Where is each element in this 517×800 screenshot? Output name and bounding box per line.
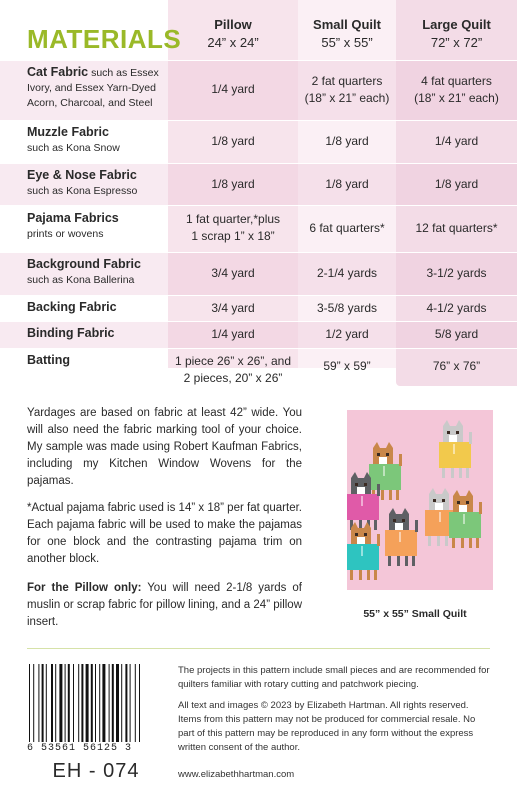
cat-eye [364,483,367,486]
cat-muzzle [379,457,387,464]
pillow-note-text: You will need 2-1/8 yards of muslin or scrap fabric for pillow lining, and a 24” pillow insert. [27,582,302,628]
material-row-muzzle-fabric [0,120,517,163]
material-name: Batting [27,353,71,367]
cat-leg [389,490,392,500]
cat-leg [476,538,479,548]
materials-title: MATERIALS [27,24,182,54]
column-size: 55” x 55” [321,35,373,50]
large-quilt-amount [396,358,517,375]
material-label [27,326,167,342]
amount-line: 1/8 yard [211,177,255,191]
pajama-trim [399,532,401,542]
barcode-bar [130,664,131,742]
amount-line: 5/8 yard [434,327,479,341]
cat-eye [386,453,389,456]
cat-leg [428,536,431,546]
quilt-caption: 55” x 55” Small Quilt [363,608,467,620]
pillow-amount [168,326,298,343]
quilt-photo [347,410,493,590]
amount-line: 1 fat quarter,*plus [185,212,281,226]
material-name: Background Fabric [27,257,141,271]
material-name: Muzzle Fabric [27,125,109,139]
pillow-amount [168,81,298,98]
cat-eye [393,519,396,522]
cat-eye [402,519,405,522]
cat-eye [447,431,450,434]
material-row-eye-nose-fabric [0,163,517,205]
barcode-image [27,664,165,742]
column-size: 24” x 24” [207,35,259,50]
product-code: EH - 074 [52,760,140,782]
material-desc: such as Kona Ballerina [27,274,135,286]
material-label [27,65,167,111]
material-label [27,168,167,199]
small-quilt-amount [298,220,396,237]
column-name: Pillow [214,17,252,32]
website-link[interactable]: www.elizabethhartman.com [178,769,295,780]
cat-leg [452,538,455,548]
skill-level-note: The projects in this pattern include small pieces and are recommended for quilters familiar with rotary cutting and patchwork piecing. [178,665,490,690]
material-desc: such as Kona Snow [27,142,120,154]
amount-line: 3/4 yard [211,301,255,315]
material-name: Pajama Fabrics [27,211,119,225]
cat-leg [469,538,472,548]
amount-line: 2 fat quarters [311,74,383,88]
column-header-large-quilt [396,16,517,52]
column-header-small-quilt [298,16,396,52]
barcode-bar [95,664,96,742]
cat-leg [374,520,377,530]
column-header-pillow [168,16,298,52]
cat-eye [457,501,460,504]
amount-line: (18” x 21” each) [414,91,499,105]
column-size: 72” x 72” [430,35,483,50]
pillow-note [27,580,302,631]
cat-tail [469,432,472,444]
footer-divider [27,648,490,649]
cat-eye [355,533,358,536]
barcode-bar [109,664,110,742]
cat-eye [456,431,459,434]
amount-line: 59” x 59” [323,359,371,373]
cat-leg [405,556,408,566]
large-quilt-amount [396,220,517,237]
cat-eye [355,483,358,486]
amount-line: 3/4 yard [211,266,255,280]
cat-muzzle [435,503,443,510]
column-name: Large Quilt [422,17,491,32]
amount-line: 1/4 yard [211,327,255,341]
cat-leg [459,468,462,478]
cat-muzzle [357,487,365,494]
amount-line: 1/4 yard [434,134,479,148]
cat-eye [433,499,436,502]
material-desc: such as Kona Espresso [27,185,138,197]
amount-line: 1 scrap 1” x 18” [191,229,275,243]
amount-line: 3-1/2 yards [426,266,487,280]
large-quilt-amount [396,73,517,107]
fat-quarter-note: *Actual pajama fabric used is 14” x 18” per fat quarter. Each pajama fabric will be used to make the pajamas for one block and the contrasting pajama trim on another block. [27,502,302,565]
material-row-binding-fabric [0,321,517,348]
small-quilt-amount [298,326,396,343]
amount-line: 1/8 yard [325,177,369,191]
pillow-amount [168,353,298,387]
cat-leg [437,536,440,546]
material-row-pajama-fabrics [0,205,517,252]
material-name: Cat Fabric [27,65,89,79]
large-quilt-amount [396,300,517,317]
cat-leg [359,570,362,580]
barcode-bar [86,664,89,742]
barcode-bar [65,664,66,742]
cat-leg [396,490,399,500]
pajama-trim [383,466,385,476]
amount-line: (18” x 21” each) [304,91,390,105]
pajama-trim [439,512,441,522]
material-label [27,300,167,316]
amount-line: 1/8 yard [325,134,369,148]
barcode-digits: 6 53561 56125 3 [27,743,133,754]
material-row-backing-fabric [0,295,517,321]
material-label [27,125,167,156]
cat-leg [466,468,469,478]
amount-line: 12 fat quarters* [415,221,498,235]
amount-line: 76” x 76” [432,359,481,373]
small-quilt-amount [298,133,396,150]
cat-eye [377,453,380,456]
pillow-amount [168,300,298,317]
barcode-bar [91,664,93,742]
amount-line: 1/8 yard [434,177,479,191]
material-label [27,257,167,288]
barcode-bar [59,664,62,742]
barcode-bar [125,664,127,742]
material-name: Binding Fabric [27,326,115,340]
barcode-bar [42,664,44,742]
barcode-bar [55,664,56,742]
barcode-bar [112,664,114,742]
barcode-bar [46,664,47,742]
material-label [27,211,167,242]
amount-line: 3-5/8 yards [316,301,378,315]
small-quilt-amount [298,300,396,317]
barcode-bar [116,664,119,742]
barcode-bar [33,664,34,742]
barcode-bar [78,664,79,742]
cat-leg [445,536,448,546]
cat-leg [381,490,384,500]
pajama-trim [361,546,363,556]
cat-tail [415,520,418,532]
barcode-bar [139,664,140,742]
cat-leg [350,570,353,580]
cat-muzzle [395,523,403,530]
cat-leg [451,468,454,478]
cat-muzzle [459,505,467,512]
small-quilt-amount [298,265,396,282]
large-quilt-amount [396,326,517,343]
material-row-batting [0,348,517,386]
amount-line: 4 fat quarters [421,74,492,88]
small-quilt-amount [298,176,396,193]
material-name: Backing Fabric [27,300,117,314]
barcode-bar [81,664,83,742]
pajama-trim [463,514,465,524]
amount-line: 1/2 yard [325,327,369,341]
barcode-bar [38,664,39,742]
material-label [27,353,167,369]
small-quilt-amount [298,73,396,107]
pajama-trim [361,496,363,506]
cat-leg [374,570,377,580]
material-name: Eye & Nose Fabric [27,168,137,182]
cat-tail [377,484,380,496]
pillow-amount [168,265,298,282]
cat-tail [479,502,482,514]
amount-line: 2 pieces, 20” x 26” [183,371,283,385]
large-quilt-amount [396,133,517,150]
yardage-note: Yardages are based on fabric at least 42” wide. You will also need the fabric marking tool of your choice. My sample was made using Robert Kaufman Fabrics, including my Kitchen Window Wovens for the pajamas. [27,407,302,487]
barcode-bar [68,664,70,742]
large-quilt-amount [396,265,517,282]
copyright-notice: All text and images © 2023 by Elizabeth Hartman. All rights reserved. Items from this pattern may not be produced for commercial resale. No part of this pattern may be reproduced in any form without the express written consent of the author. [178,700,476,753]
cat-leg [442,468,445,478]
barcode-bar [135,664,136,742]
cat-muzzle [357,537,365,544]
barcode-bar [73,664,74,742]
cat-tail [377,534,380,546]
material-row-background-fabric [0,252,517,295]
barcode-bar [51,664,53,742]
material-desc: such as Essex Ivory, and Essex Yarn-Dyed Acorn, Charcoal, and Steel [27,67,159,109]
cat-muzzle [449,435,457,442]
amount-line: 1 piece 26” x 26”, and [174,354,292,368]
amount-line: 1/4 yard [211,82,255,96]
amount-line: 4-1/2 yards [426,301,487,315]
cat-leg [397,556,400,566]
cat-leg [412,556,415,566]
amount-line: 2-1/4 yards [316,266,378,280]
pillow-amount [168,211,298,245]
amount-line: 1/8 yard [211,134,255,148]
pillow-amount [168,133,298,150]
material-row-cat-fabric [0,60,517,120]
cat-leg [367,570,370,580]
pillow-amount [168,176,298,193]
pajama-trim [453,444,455,454]
barcode-bar [121,664,122,742]
amount-line: 6 fat quarters* [309,221,385,235]
cat-eye [364,533,367,536]
cat-tail [399,454,402,466]
large-quilt-amount [396,176,517,193]
barcode-bar [29,664,30,742]
materials-table [0,0,517,386]
material-desc: prints or wovens [27,228,104,240]
cat-leg [461,538,464,548]
cat-eye [442,499,445,502]
cat-leg [388,556,391,566]
column-name: Small Quilt [313,17,381,32]
barcode-bar [99,664,100,742]
cat-eye [466,501,469,504]
small-quilt-amount [298,358,396,375]
pillow-note-label: For the Pillow only: [27,582,142,594]
barcode-bar [102,664,105,742]
